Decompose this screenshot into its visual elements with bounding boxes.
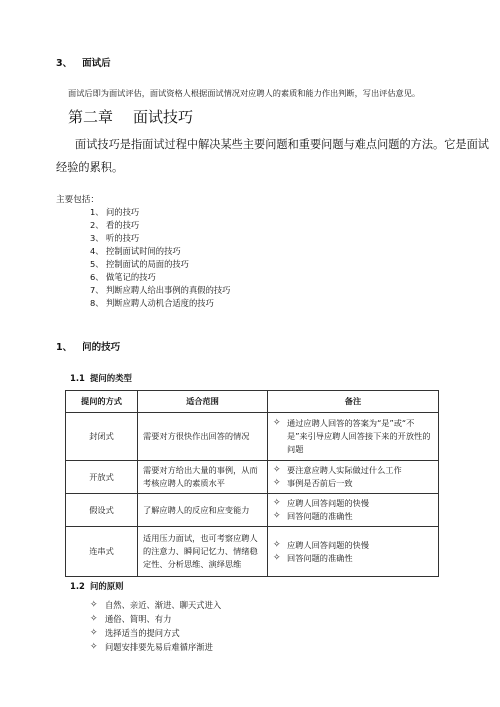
diamond-bullet-icon: ✧ — [273, 465, 281, 475]
list-item: 6、 做笔记的技巧 — [90, 272, 156, 282]
diamond-bullet-icon: ✧ — [273, 511, 281, 521]
chapter-title: 面试技巧 — [133, 108, 194, 126]
subsection-title: 提问的类型 — [90, 373, 132, 383]
scope-cell: 了解应聘人的反应和应变能力 — [138, 494, 268, 527]
list-item: ✧ 事例是否前后一致 — [273, 478, 353, 488]
intro-line-1: 面试技巧是指面试过程中解决某些主要问题和重要问题与难点问题的方法。它是面试 — [75, 138, 489, 151]
subsection-1-2-heading — [70, 580, 124, 592]
diamond-bullet-icon: ✧ — [273, 498, 281, 508]
section-3-heading — [56, 55, 111, 69]
table-row — [66, 494, 439, 527]
list-item: ✧ 应聘人回答问题的快慢 — [273, 498, 369, 508]
list-item: ✧ 通过应聘人回答的答案为“是”或“不是”来引导应聘人回答接下来的开放性的问题 — [273, 418, 431, 454]
list-item: ✧ 选择适当的提问方式 — [90, 628, 180, 638]
column-header: 备注 — [268, 391, 439, 413]
section-title: 问的技巧 — [82, 342, 121, 353]
section-number: 3、 — [56, 58, 73, 69]
list-item: ✧ 回答问题的准确性 — [273, 511, 353, 521]
section-number: 1、 — [56, 342, 73, 353]
notes-cell — [268, 413, 439, 461]
diamond-bullet-icon: ✧ — [90, 600, 98, 610]
chapter-label: 第二章 — [68, 108, 114, 126]
main-includes-label: 主要包括： — [56, 195, 99, 205]
list-item: 5、 控制面试的局面的技巧 — [90, 259, 189, 269]
principles-list — [90, 598, 221, 654]
list-item: 8、 判断应聘人动机合适度的技巧 — [90, 298, 214, 308]
diamond-bullet-icon: ✧ — [273, 418, 281, 428]
topic-list — [90, 206, 230, 310]
list-item: 2、 看的技巧 — [90, 220, 140, 230]
list-item: ✧ 通俗、简明、有力 — [90, 614, 172, 624]
list-item: ✧ 自然、亲近、渐进、聊天式进入 — [90, 600, 222, 610]
list-item: ✧ 问题安排要先易后难循序渐进 — [90, 642, 213, 652]
question-types-table — [65, 390, 439, 577]
subsection-title: 问的原则 — [90, 581, 124, 591]
scope-cell: 需要对方很快作出回答的情况 — [138, 413, 268, 461]
list-item: 4、 控制面试时间的技巧 — [90, 246, 181, 256]
list-item: 7、 判断应聘人给出事例的真假的技巧 — [90, 285, 231, 295]
section-3-paragraph: 面试后即为面试评估，面试资格人根据面试情况对应聘人的素质和能力作出判断，写出评估意见。 — [68, 88, 421, 98]
diamond-bullet-icon: ✧ — [273, 552, 281, 563]
subsection-number: 1.2 — [70, 581, 85, 591]
type-cell: 连串式 — [66, 527, 138, 577]
diamond-bullet-icon: ✧ — [273, 539, 281, 550]
column-header: 适合范围 — [138, 391, 268, 413]
table-row — [66, 413, 439, 461]
table-header-row — [66, 391, 439, 413]
diamond-bullet-icon: ✧ — [90, 628, 98, 638]
list-item: 3、 听的技巧 — [90, 233, 140, 243]
notes-cell — [268, 494, 439, 527]
table-row — [66, 527, 439, 577]
list-item: 1、 问的技巧 — [90, 207, 140, 217]
scope-cell: 适用压力面试，也可考察应聘人的注意力、瞬间记忆力、情绪稳定性、分析思维、演绎思维 — [138, 527, 268, 577]
list-item: ✧ 要注意应聘人实际做过什么工作 — [273, 465, 402, 475]
chapter-heading — [68, 106, 193, 127]
intro-line-2: 经验的累积。 — [56, 161, 124, 174]
scope-cell: 需要对方给出大量的事例，从而考核应聘人的素质水平 — [138, 461, 268, 494]
notes-cell — [268, 527, 439, 577]
diamond-bullet-icon: ✧ — [273, 478, 281, 488]
subsection-number: 1.1 — [70, 373, 85, 383]
type-cell: 假设式 — [66, 494, 138, 527]
table-row — [66, 461, 439, 494]
notes-cell — [268, 461, 439, 494]
section-title: 面试后 — [82, 58, 111, 69]
column-header: 提问的方式 — [66, 391, 138, 413]
subsection-1-1-heading — [70, 372, 132, 384]
section-1-heading — [56, 339, 120, 353]
type-cell: 封闭式 — [66, 413, 138, 461]
list-item: ✧ 回答问题的准确性 — [273, 552, 353, 563]
diamond-bullet-icon: ✧ — [90, 642, 98, 652]
type-cell: 开放式 — [66, 461, 138, 494]
list-item: ✧ 应聘人回答问题的快慢 — [273, 539, 369, 550]
diamond-bullet-icon: ✧ — [90, 614, 98, 624]
